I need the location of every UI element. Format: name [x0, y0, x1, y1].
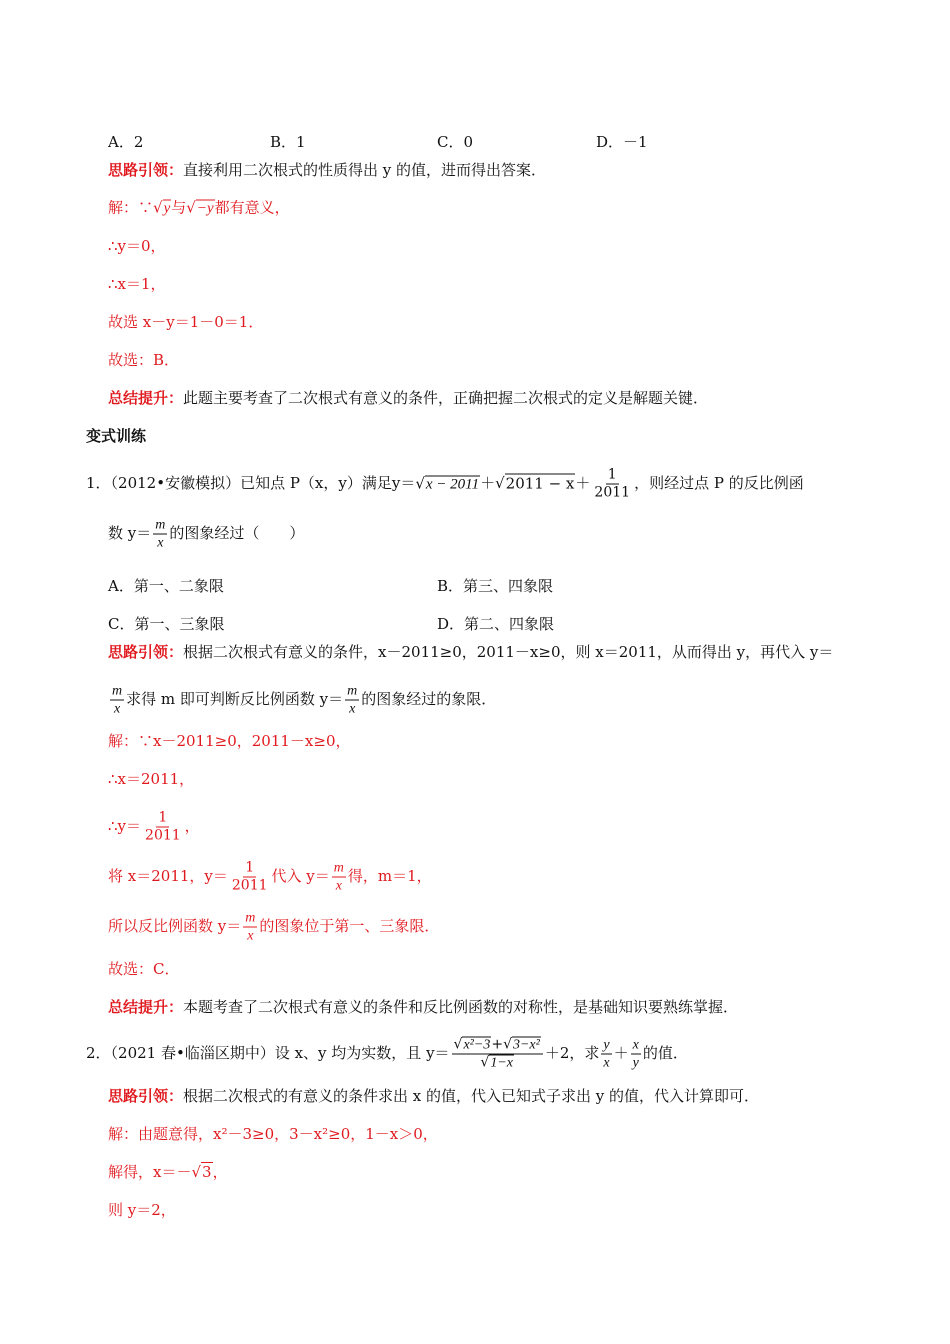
solution-text: 解：∵: [108, 198, 154, 217]
sqrt-expr: √y: [153, 198, 171, 217]
summary-line: [108, 997, 738, 1017]
sqrt-expr: √2011 − x: [495, 474, 575, 492]
numerator: m: [333, 860, 344, 876]
denominator: √1−x: [480, 1054, 513, 1071]
hint-label: 思路引领：: [108, 161, 184, 179]
numerator: 1: [607, 466, 617, 483]
fraction: [230, 860, 270, 895]
denominator: x: [335, 878, 342, 894]
summary-text: 本题考查了二次根式有意义的条件和反比例函数的对称性，是基础知识要熟练掌握．: [183, 998, 739, 1016]
denominator: x: [603, 1055, 610, 1071]
solution-step: ∴y＝0，: [108, 237, 166, 255]
option-a: A．2: [108, 133, 144, 151]
solution-text: 解得，x＝－: [108, 1163, 192, 1181]
hint-label: 思路引领：: [108, 1087, 184, 1105]
hint-text: 求得 m 即可判断反比例函数 y＝: [126, 690, 344, 708]
option-a: A．第一、二象限: [108, 577, 224, 595]
section-title: 变式训练: [86, 427, 147, 445]
radicand: 3−x²: [512, 1037, 540, 1053]
sqrt-expr: √x − 2011: [415, 474, 480, 492]
denominator: x: [113, 701, 121, 717]
denominator: 2011: [145, 827, 181, 844]
summary-label: 总结提升：: [108, 389, 184, 407]
denominator: x: [247, 928, 254, 944]
solution-text: 所以反比例函数 y＝: [108, 917, 242, 935]
solution-text: ，: [212, 1163, 228, 1181]
option-d: D．－1: [596, 133, 648, 151]
solution-text: 与: [171, 198, 187, 217]
solution-step: ∴x＝1，: [108, 275, 166, 293]
stem-text: ＋2，求: [544, 1044, 600, 1062]
solution-step: [108, 860, 432, 895]
operator: ＋: [575, 474, 591, 492]
hint-text: 直接利用二次根式的性质得出 y 的值，进而得出答案．: [183, 161, 547, 179]
fraction: [631, 1037, 641, 1072]
solution-step: [108, 1162, 228, 1182]
option-b: B．1: [270, 133, 306, 151]
numerator: √x²−3+√3−x²: [452, 1037, 543, 1055]
solution-text: 得，m＝1，: [347, 867, 432, 885]
sqrt-expr: √−y: [186, 198, 214, 217]
numerator: m: [347, 683, 358, 699]
hint-line-cont: [108, 683, 496, 718]
fraction: [243, 910, 257, 945]
fraction: [143, 810, 183, 845]
denominator: 2011: [594, 484, 631, 501]
denominator: 2011: [231, 877, 268, 894]
radicand: 3: [202, 1163, 212, 1181]
question-1-stem: [86, 467, 804, 502]
hint-label: 思路引领：: [108, 643, 184, 661]
solution-step: 解：∵x－2011≥0，2011－x≥0，: [108, 732, 351, 750]
solution-answer: 故选：C．: [108, 960, 180, 978]
option-b: B．第三、四象限: [437, 577, 554, 595]
fraction: [592, 467, 632, 502]
solution-answer: 故选：B．: [108, 351, 180, 369]
option-c: C．第一、三象限: [108, 615, 225, 633]
fraction: [601, 1037, 611, 1072]
radicand: x − 2011: [425, 476, 480, 492]
hint-text: 根据二次根式有意义的条件，x－2011≥0，2011－x≥0，则 x＝2011，从而得出 y，再代入 y＝: [183, 643, 834, 661]
hint-text: 根据二次根式的有意义的条件求出 x 的值，代入已知式子求出 y 的值，代入计算即可．: [183, 1087, 760, 1105]
denominator: x: [349, 701, 356, 717]
solution-text: 将 x＝2011，y＝: [108, 867, 228, 885]
question-1-stem-cont: [108, 517, 304, 552]
stem-text: 的图象经过（ ）: [169, 524, 305, 542]
numerator: m: [245, 910, 256, 926]
operator: ＋: [613, 1044, 629, 1062]
hint-line: [108, 160, 546, 180]
radicand: x²−3: [463, 1037, 491, 1053]
numerator: m: [155, 517, 166, 533]
solution-line: [108, 198, 290, 219]
question-2-stem: [86, 1037, 688, 1072]
hint-line: [108, 642, 833, 662]
stem-text: 的值．: [642, 1044, 688, 1062]
solution-text: ∴y＝: [108, 817, 142, 835]
solution-text: ，: [184, 817, 200, 835]
stem-text: 数 y＝: [108, 524, 152, 542]
hint-line: [108, 1086, 759, 1106]
summary-text: 此题主要考查了二次根式有意义的条件，正确把握二次根式的定义是解题关键．: [183, 389, 709, 407]
hint-text: 的图象经过的象限．: [361, 690, 497, 708]
radicand: −y: [196, 200, 214, 217]
radicand: 1−x: [490, 1055, 513, 1071]
solution-step: 解：由题意得，x²－3≥0，3－x²≥0，1－x＞0，: [108, 1125, 438, 1143]
fraction: [110, 683, 124, 718]
fraction: [153, 517, 167, 552]
solution-text: 代入 y＝: [271, 867, 330, 885]
operator: ＋: [480, 474, 496, 492]
solution-step: [108, 910, 439, 945]
radicand: 2011 − x: [505, 474, 575, 492]
summary-label: 总结提升：: [108, 998, 184, 1016]
solution-step: ∴x＝2011，: [108, 770, 195, 788]
fraction: [332, 860, 346, 895]
stem-text: ，则经过点 P 的反比例函: [634, 474, 804, 492]
numerator: x: [632, 1037, 639, 1053]
solution-step: 故选 x－y＝1－0＝1．: [108, 313, 264, 331]
denominator: x: [157, 535, 164, 551]
numerator: 1: [158, 809, 168, 826]
stem-text: 1．（2012•安徽模拟）已知点 P（x，y）满足y＝: [86, 474, 416, 492]
sqrt-expr: √3: [191, 1163, 212, 1181]
option-c: C．0: [437, 133, 474, 151]
numerator: y: [603, 1037, 610, 1053]
stem-text: 2．（2021 春•临淄区期中）设 x、y 均为实数，且 y＝: [86, 1044, 450, 1062]
numerator: m: [112, 683, 123, 699]
operator: +: [491, 1036, 504, 1053]
solution-text: 都有意义，: [214, 198, 290, 217]
solution-step: [108, 810, 200, 845]
radicand: y: [163, 200, 171, 217]
solution-step: 则 y＝2，: [108, 1201, 176, 1219]
numerator: 1: [245, 859, 255, 876]
fraction: [345, 683, 359, 718]
summary-line: [108, 388, 708, 408]
denominator: y: [632, 1055, 639, 1071]
solution-text: 的图象位于第一、三象限．: [259, 917, 440, 935]
fraction: [452, 1037, 543, 1072]
option-d: D．第二、四象限: [437, 615, 555, 633]
